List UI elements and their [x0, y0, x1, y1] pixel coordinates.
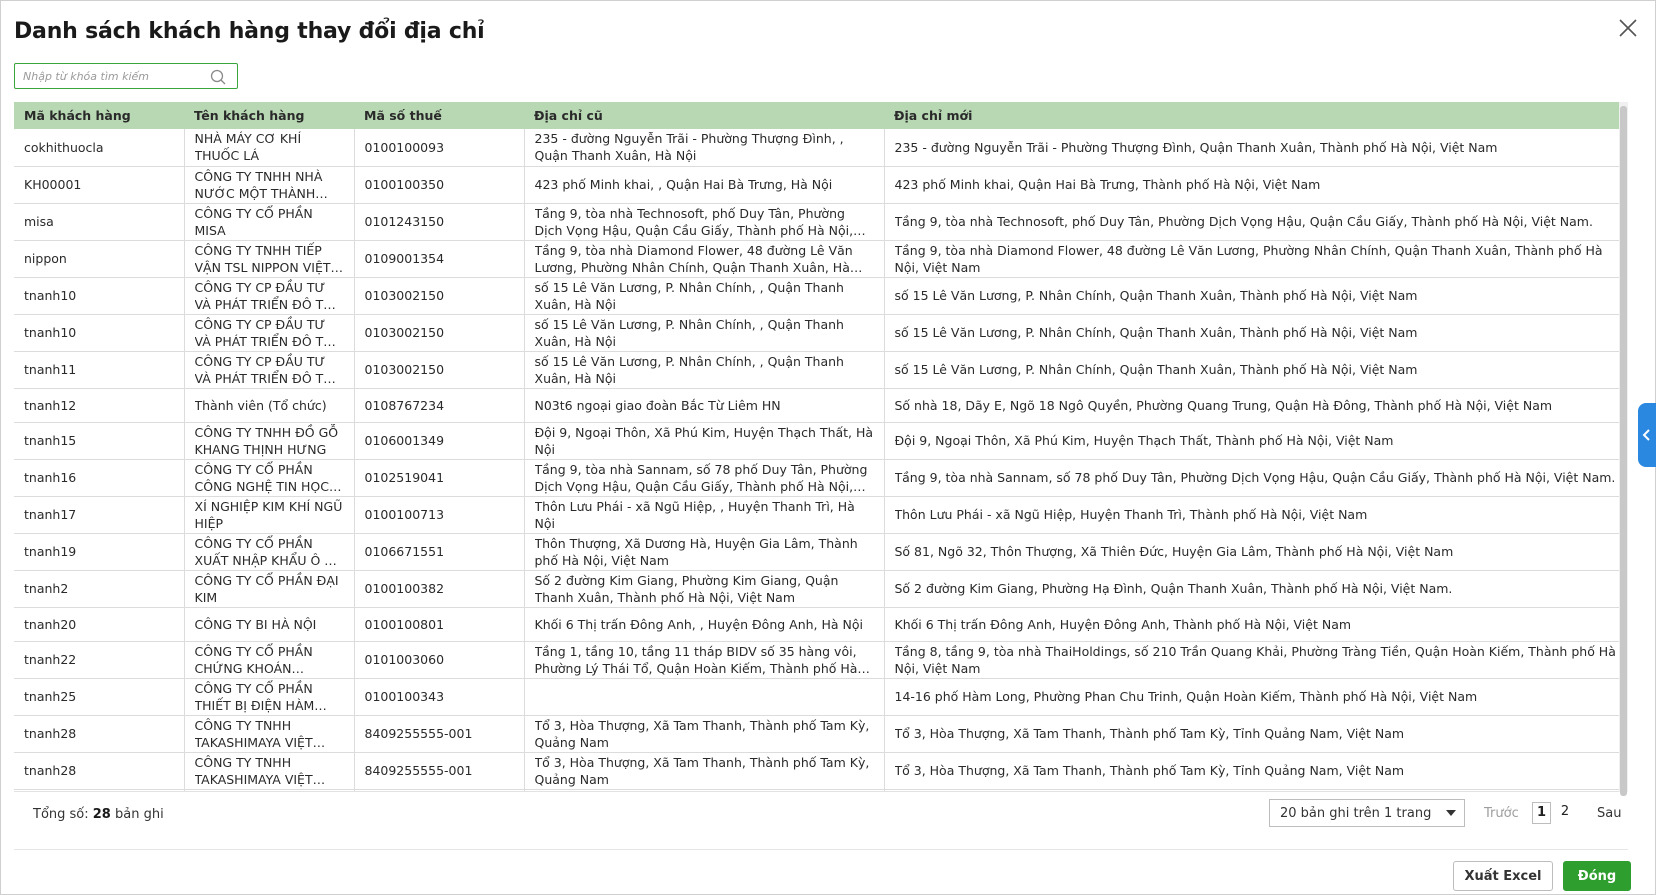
cell-tax-text: 0100100713 [364, 507, 445, 522]
cell-name-text: CÔNG TY CỔ PHẦN ĐẠI KIM [194, 572, 339, 605]
cell-new-address-text: 423 phố Minh khai, Quận Hai Bà Trưng, Thành phố Hà Nội, Việt Nam [894, 177, 1321, 192]
table-row[interactable] [14, 422, 1628, 459]
cell-old-address-text: Tổ 3, Hòa Thượng, Xã Tam Thanh, Thành phố Tam Kỳ, Quảng Nam [534, 754, 870, 787]
cell-code [14, 277, 184, 314]
cell-old-address-text: N03t6 ngoại giao đoàn Bắc Từ Liêm HN [534, 397, 781, 413]
cell-name [184, 388, 354, 422]
cell-old-address-text: số 15 Lê Văn Lương, P. Nhân Chính, , Quận Thanh Xuân, Hà Nội [534, 279, 844, 312]
cell-new-address [884, 166, 1628, 203]
cell-name-text: CÔNG TY TNHH TAKASHIMAYA VIỆT [194, 717, 313, 750]
cell-tax [354, 314, 524, 351]
cell-new-address [884, 388, 1628, 422]
cell-new-address [884, 129, 1628, 166]
cell-name [184, 715, 354, 752]
cell-tax-text: 0103002150 [364, 362, 445, 377]
customer-table [14, 102, 1628, 792]
close-button[interactable]: Đóng [1563, 861, 1631, 891]
cell-new-address [884, 277, 1628, 314]
table-row[interactable] [14, 129, 1628, 166]
cell-code [14, 641, 184, 678]
column-header-tax[interactable]: Mã số thuế [354, 102, 524, 129]
cell-new-address-text: 235 - đường Nguyễn Trãi - Phường Thượng Đình, Quận Thanh Xuân, Thành phố Hà Nội, Việt Nam [894, 139, 1498, 155]
cell-name [184, 752, 354, 789]
cell-tax [354, 789, 524, 792]
table-row[interactable] [14, 607, 1628, 641]
cell-tax [354, 496, 524, 533]
cell-code [14, 422, 184, 459]
cell-tax-text: 0106671551 [364, 544, 445, 559]
cell-name [184, 678, 354, 715]
customer-grid [14, 102, 1628, 792]
cell-code-text: tnanh17 [24, 507, 77, 522]
cell-tax-text: 0102519041 [364, 470, 445, 485]
table-row[interactable] [14, 570, 1628, 607]
pager-prev[interactable]: Trước [1484, 806, 1519, 821]
cell-code [14, 607, 184, 641]
cell-name [184, 789, 354, 792]
cell-name [184, 459, 354, 496]
cell-tax-text: 8409255555-001 [364, 763, 473, 778]
cell-code-text: misa [24, 214, 54, 229]
cell-old-address [524, 570, 884, 607]
cell-code-text: tnanh12 [24, 397, 77, 413]
cell-tax [354, 459, 524, 496]
chevron-down-icon [1446, 810, 1456, 816]
cell-code [14, 388, 184, 422]
cell-new-address [884, 422, 1628, 459]
cell-code [14, 314, 184, 351]
cell-old-address-text: Tầng 9, tòa nhà Diamond Flower, 48 đường Lê Văn Lương, Phường Nhân Chính, Quận Thanh Xuân, Hà [534, 242, 853, 275]
table-row[interactable] [14, 715, 1628, 752]
cell-code-text: tnanh16 [24, 470, 77, 485]
divider [14, 849, 1628, 850]
cell-tax [354, 203, 524, 240]
cell-new-address-text: Đội 9, Ngoại Thôn, Xã Phú Kim, Huyện Thạch Thất, Thành phố Hà Nội, Việt Nam [894, 433, 1394, 448]
cell-name [184, 533, 354, 570]
search-box [14, 63, 238, 89]
cell-tax [354, 240, 524, 277]
cell-new-address [884, 752, 1628, 789]
cell-code-text: tnanh28 [24, 763, 77, 778]
cell-old-address [524, 351, 884, 388]
cell-tax-text: 0106001349 [364, 433, 445, 448]
cell-code [14, 678, 184, 715]
cell-tax-text: 0100100350 [364, 177, 445, 192]
cell-name-text: CÔNG TY CỔ PHẦN XUẤT NHẬP KHẨU Ô TÔ [194, 535, 342, 568]
total-records [33, 807, 164, 822]
table-row[interactable] [14, 351, 1628, 388]
cell-new-address [884, 715, 1628, 752]
cell-name-text: CÔNG TY CỔ PHẦN THIẾT BỊ ĐIỆN HÀM [194, 680, 315, 713]
column-header-code[interactable]: Mã khách hàng [14, 102, 184, 129]
cell-code-text: tnanh19 [24, 544, 77, 559]
cell-code-text: tnanh15 [24, 433, 77, 448]
cell-new-address-text: 14-16 phố Hàm Long, Phường Phan Chu Trinh, Quận Hoàn Kiếm, Thành phố Hà Nội, Việt Nam [894, 689, 1478, 704]
cell-name [184, 422, 354, 459]
cell-new-address [884, 203, 1628, 240]
table-row[interactable] [14, 641, 1628, 678]
cell-new-address-text: Số nhà 18, Dãy E, Ngõ 18 Ngô Quyền, Phường Quang Trung, Quận Hà Đông, Thành phố Hà Nội, Việt Nam [894, 397, 1553, 413]
cell-tax [354, 715, 524, 752]
cell-name-text: CÔNG TY CP ĐẦU TƯ VÀ PHÁT TRIỂN ĐÔ THỊ [194, 316, 337, 349]
table-row[interactable] [14, 388, 1628, 422]
cell-code [14, 496, 184, 533]
cell-name [184, 641, 354, 678]
cell-old-address [524, 388, 884, 422]
cell-name-text: CÔNG TY TNHH TAKASHIMAYA VIỆT [194, 754, 313, 787]
cell-code [14, 203, 184, 240]
cell-name-text: CÔNG TY TNHH ĐỒ GỖ KHANG THỊNH HƯNG [194, 424, 339, 457]
cell-old-address-text: 235 - đường Nguyễn Trãi - Phường Thượng Đình, , Quận Thanh Xuân, Hà Nội [534, 131, 844, 164]
cell-code-text: tnanh22 [24, 652, 77, 667]
cell-name [184, 570, 354, 607]
cell-old-address [524, 641, 884, 678]
table-row[interactable] [14, 240, 1628, 277]
scrollbar-thumb[interactable] [1620, 106, 1627, 796]
cell-code [14, 459, 184, 496]
cell-new-address-text: số 15 Lê Văn Lương, P. Nhân Chính, Quận Thanh Xuân, Thành phố Hà Nội, Việt Nam [894, 288, 1418, 303]
cell-new-address [884, 351, 1628, 388]
cell-name-text: NHÀ MÁY CƠ KHÍ THUỐC LÁ [194, 131, 302, 164]
cell-name [184, 240, 354, 277]
cell-new-address-text: Tầng 9, tòa nhà Sannam, số 78 phố Duy Tân, Phường Dịch Vọng Hậu, Quận Cầu Giấy, Thành phố Hà Nội, Việt Nam. [894, 470, 1616, 485]
cell-old-address [524, 678, 884, 715]
cell-old-address [524, 496, 884, 533]
cell-code [14, 533, 184, 570]
cell-new-address-text: Tầng 8, tầng 9, tòa nhà ThaiHoldings, số 210 Trần Quang Khải, Phường Tràng Tiền, Quận Hoàn Kiếm, Thành phố Hà Nội, Việt Nam [894, 643, 1616, 676]
cell-new-address [884, 570, 1628, 607]
table-row[interactable] [14, 166, 1628, 203]
cell-old-address-text: Tầng 1, tầng 10, tầng 11 tháp BIDV số 35 hàng vôi, Phường Lý Thái Tổ, Quận Hoàn Kiếm, Thành phố Hà [534, 643, 858, 676]
cell-name-text: CÔNG TY TNHH NHÀ NƯỚC MỘT THÀNH [194, 168, 323, 201]
cell-code-text: tnanh20 [24, 616, 77, 632]
cell-old-address [524, 789, 884, 792]
cell-name [184, 166, 354, 203]
cell-tax [354, 752, 524, 789]
export-excel-button[interactable]: Xuất Excel [1453, 861, 1553, 891]
cell-tax [354, 641, 524, 678]
cell-code-text: tnanh10 [24, 325, 77, 340]
cell-name [184, 129, 354, 166]
pager-page-2[interactable]: 2 [1560, 804, 1570, 819]
table-row[interactable] [14, 533, 1628, 570]
cell-code-text: tnanh10 [24, 288, 77, 303]
page-size-value: 20 bản ghi trên 1 trang [1280, 806, 1432, 821]
cell-tax [354, 422, 524, 459]
cell-new-address [884, 678, 1628, 715]
cell-code [14, 715, 184, 752]
cell-tax-text: 0103002150 [364, 288, 445, 303]
cell-name-text: XÍ NGHIỆP KIM KHÍ NGŨ HIỆP [194, 498, 343, 531]
cell-tax-text: 0101243150 [364, 214, 445, 229]
cell-new-address [884, 459, 1628, 496]
cell-tax [354, 166, 524, 203]
cell-name-text: CÔNG TY CỔ PHẦN CHỨNG KHOÁN [194, 643, 313, 676]
cell-new-address [884, 789, 1628, 792]
total-label: Tổng số: [33, 807, 89, 822]
column-header-old-address[interactable]: Địa chỉ cũ [524, 102, 884, 129]
cell-new-address-text: Tầng 9, tòa nhà Diamond Flower, 48 đường Lê Văn Lương, Phường Nhân Chính, Quận Thanh Xuân, Thành phố Hà Nội, Việt Nam [894, 242, 1603, 275]
cell-new-address [884, 496, 1628, 533]
chevron-left-icon [1642, 429, 1652, 441]
cell-name-text: Thành viên (Tổ chức) [194, 397, 327, 413]
cell-new-address [884, 240, 1628, 277]
cell-old-address-text: Tổ 3, Hòa Thượng, Xã Tam Thanh, Thành phố Tam Kỳ, Quảng Nam [534, 717, 870, 750]
cell-code [14, 240, 184, 277]
cell-old-address [524, 314, 884, 351]
cell-new-address [884, 314, 1628, 351]
cell-name [184, 277, 354, 314]
table-header-row [14, 102, 1628, 129]
cell-old-address-text: Tầng 9, tòa nhà Technosoft, phố Duy Tân, Phường Dịch Vọng Hậu, Quận Cầu Giấy, Thành phố Hà Nội, [534, 205, 854, 238]
cell-old-address [524, 166, 884, 203]
cell-tax-text: 0100100382 [364, 581, 445, 596]
cell-code-text: tnanh25 [24, 689, 77, 704]
table-row[interactable] [14, 314, 1628, 351]
table-body [14, 129, 1628, 792]
cell-tax-text: 0108767234 [364, 397, 445, 413]
cell-code [14, 351, 184, 388]
cell-new-address-text: số 15 Lê Văn Lương, P. Nhân Chính, Quận Thanh Xuân, Thành phố Hà Nội, Việt Nam [894, 325, 1418, 340]
cell-name-text: CÔNG TY TNHH TIẾP VẬN TSL NIPPON VIỆT [194, 242, 331, 275]
pager-next[interactable]: Sau [1597, 806, 1622, 821]
cell-old-address-text: Thôn Lưu Phái - xã Ngũ Hiệp, , Huyện Thanh Trì, Hà Nội [534, 498, 855, 531]
cell-code [14, 570, 184, 607]
dialog-title: Danh sách khách hàng thay đổi địa chỉ [14, 19, 485, 44]
cell-new-address-text: Số 81, Ngõ 32, Thôn Thượng, Xã Thiên Đức, Huyện Gia Lâm, Thành phố Hà Nội, Việt Nam [894, 544, 1454, 559]
cell-code [14, 129, 184, 166]
cell-old-address [524, 607, 884, 641]
cell-old-address [524, 422, 884, 459]
cell-new-address [884, 607, 1628, 641]
table-row[interactable] [14, 496, 1628, 533]
cell-new-address-text: Số 2 đường Kim Giang, Phường Hạ Đình, Quận Thanh Xuân, Thành phố Hà Nội, Việt Nam. [894, 581, 1453, 596]
column-header-name[interactable]: Tên khách hàng [184, 102, 354, 129]
cell-new-address [884, 533, 1628, 570]
cell-name [184, 314, 354, 351]
table-row[interactable] [14, 203, 1628, 240]
cell-old-address-text: số 15 Lê Văn Lương, P. Nhân Chính, , Quận Thanh Xuân, Hà Nội [534, 353, 844, 386]
cell-code [14, 752, 184, 789]
pager-page-1[interactable]: 1 [1532, 802, 1551, 824]
cell-new-address-text: Tổ 3, Hòa Thượng, Xã Tam Thanh, Thành phố Tam Kỳ, Tỉnh Quảng Nam, Việt Nam [894, 726, 1405, 741]
cell-name [184, 203, 354, 240]
table-row[interactable] [14, 459, 1628, 496]
cell-name-text: CÔNG TY CỔ PHẦN CÔNG NGHỆ TIN HỌC [194, 461, 329, 494]
side-panel-toggle[interactable] [1638, 403, 1656, 467]
cell-tax [354, 277, 524, 314]
cell-tax [354, 570, 524, 607]
cell-tax [354, 388, 524, 422]
cell-tax-text: 0101003060 [364, 652, 445, 667]
cell-old-address-text: Thôn Thượng, Xã Dương Hà, Huyện Gia Lâm, Thành phố Hà Nội, Việt Nam [534, 535, 858, 568]
cell-name [184, 351, 354, 388]
table-row[interactable] [14, 752, 1628, 789]
cell-old-address-text: Số 2 đường Kim Giang, Phường Kim Giang, Quận Thanh Xuân, Thành phố Hà Nội, Việt Nam [534, 572, 839, 605]
column-header-new-address[interactable]: Địa chỉ mới [884, 102, 1628, 129]
cell-code-text: KH00001 [24, 177, 82, 192]
close-icon[interactable] [1613, 13, 1643, 43]
cell-old-address [524, 533, 884, 570]
total-count: 28 [92, 807, 111, 822]
cell-old-address-text: Khối 6 Thị trấn Đông Anh, , Huyện Đông Anh, Hà Nội [534, 616, 864, 632]
cell-old-address [524, 277, 884, 314]
cell-code-text: nippon [24, 251, 67, 266]
cell-new-address-text: Thôn Lưu Phái - xã Ngũ Hiệp, Huyện Thanh Trì, Thành phố Hà Nội, Việt Nam [894, 507, 1368, 522]
cell-tax [354, 678, 524, 715]
cell-name [184, 607, 354, 641]
cell-tax-text: 0103002150 [364, 325, 445, 340]
cell-old-address [524, 715, 884, 752]
cell-old-address-text: số 15 Lê Văn Lương, P. Nhân Chính, , Quận Thanh Xuân, Hà Nội [534, 316, 844, 349]
cell-name-text: CÔNG TY CỔ PHẦN MISA [194, 205, 313, 238]
cell-tax [354, 351, 524, 388]
cell-old-address-text [535, 790, 874, 793]
cell-old-address [524, 203, 884, 240]
vertical-scrollbar[interactable] [1619, 102, 1628, 792]
cell-name-text: CÔNG TY CP ĐẦU TƯ VÀ PHÁT TRIỂN ĐÔ THỊ [194, 279, 337, 312]
cell-tax-text: 0109001354 [364, 251, 445, 266]
cell-new-address-text: Tổ 3, Hòa Thượng, Xã Tam Thanh, Thành phố Tam Kỳ, Tỉnh Quảng Nam, Việt Nam [894, 763, 1405, 778]
cell-name [184, 496, 354, 533]
cell-old-address [524, 240, 884, 277]
search-icon[interactable] [209, 68, 227, 86]
cell-code-text: tnanh28 [24, 726, 77, 741]
cell-tax-text: 0100100801 [364, 616, 445, 632]
cell-new-address-text: Tầng 9, tòa nhà Technosoft, phố Duy Tân, Phường Dịch Vọng Hậu, Quận Cầu Giấy, Thành phố Hà Nội, Việt Nam. [894, 214, 1593, 229]
cell-old-address-text: 423 phố Minh khai, , Quận Hai Bà Trưng, Hà Nội [534, 177, 833, 192]
cell-code [14, 789, 184, 792]
cell-old-address [524, 129, 884, 166]
cell-tax-text: 0100100093 [364, 139, 445, 155]
cell-tax-text: 8409255555-001 [364, 726, 473, 741]
table-row[interactable] [14, 277, 1628, 314]
cell-tax [354, 607, 524, 641]
cell-old-address-text: Tầng 9, tòa nhà Sannam, số 78 phố Duy Tân, Phường Dịch Vọng Hậu, Quận Cầu Giấy, Thành phố Hà Nội, [534, 461, 868, 494]
cell-tax [354, 533, 524, 570]
cell-code-text: cokhithuocla [24, 139, 104, 155]
cell-new-address-text: số 15 Lê Văn Lương, P. Nhân Chính, Quận Thanh Xuân, Thành phố Hà Nội, Việt Nam [894, 362, 1418, 377]
cell-new-address-text: Khối 6 Thị trấn Đông Anh, Huyện Đông Anh, Thành phố Hà Nội, Việt Nam [894, 616, 1352, 632]
cell-old-address [524, 752, 884, 789]
cell-old-address-text: Đội 9, Ngoại Thôn, Xã Phú Kim, Huyện Thạch Thất, Hà Nội [534, 424, 874, 457]
cell-code [14, 166, 184, 203]
cell-name-text: CÔNG TY CP ĐẦU TƯ VÀ PHÁT TRIỂN ĐÔ THỊ [194, 353, 337, 386]
cell-old-address [524, 459, 884, 496]
cell-tax-text: 0100100343 [364, 689, 445, 704]
cell-code-text: tnanh11 [24, 362, 77, 377]
cell-tax [354, 129, 524, 166]
cell-code-text: tnanh2 [24, 581, 69, 596]
table-row[interactable] [14, 789, 1628, 792]
cell-name-text: CÔNG TY BI HÀ NỘI [194, 616, 317, 632]
table-row[interactable] [14, 678, 1628, 715]
total-suffix: bản ghi [115, 807, 164, 822]
search-input[interactable] [23, 67, 203, 85]
page-size-select[interactable] [1269, 799, 1465, 827]
cell-new-address [884, 641, 1628, 678]
